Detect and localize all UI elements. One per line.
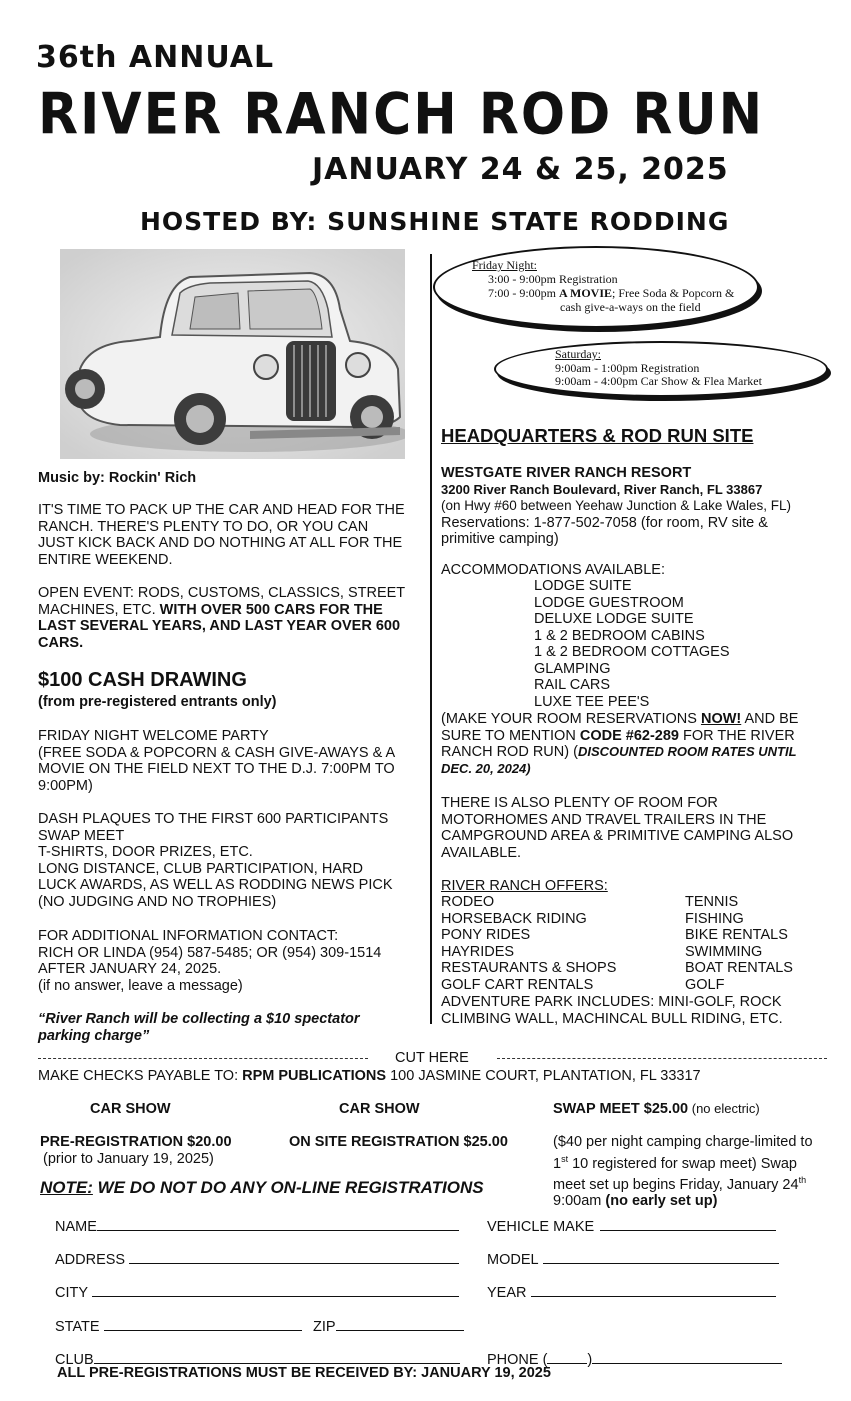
friday-party-line: 9:00PM) bbox=[38, 777, 93, 794]
offers-title: RIVER RANCH OFFERS: bbox=[441, 878, 608, 894]
swap-line: meet set up begins Friday, January 24th bbox=[553, 1174, 807, 1193]
friday-party-paragraph bbox=[38, 728, 395, 794]
accommodation-item: 1 & 2 BEDROOM COTTAGES bbox=[534, 644, 730, 660]
contact-paragraph bbox=[38, 928, 381, 994]
cut-line-left bbox=[38, 1058, 368, 1059]
car-photo bbox=[60, 249, 405, 459]
accommodations-list bbox=[534, 578, 730, 710]
pack-up-paragraph bbox=[38, 502, 405, 568]
reservation-note-line: DEC. 20, 2024) bbox=[441, 760, 531, 776]
open-event-line: CARS. bbox=[38, 634, 84, 651]
plaques-line: T-SHIRTS, DOOR PRIZES, ETC. bbox=[38, 844, 253, 860]
offer-item: GOLF CART RENTALS bbox=[441, 976, 594, 993]
swap-line: ($40 per night camping charge-limited to bbox=[553, 1134, 813, 1150]
accommodation-item: LUXE TEE PEE'S bbox=[534, 693, 650, 710]
offer-item: RODEO bbox=[441, 894, 495, 910]
club-field[interactable]: CLUB bbox=[55, 1349, 460, 1369]
accommodation-item: LODGE GUESTROOM bbox=[534, 594, 684, 611]
resort-address: 3200 River Ranch Boulevard, River Ranch, FL 33867 bbox=[441, 481, 763, 497]
saturday-schedule bbox=[555, 348, 762, 389]
car-show-heading: CAR SHOW bbox=[90, 1101, 171, 1117]
accommodation-item: GLAMPING bbox=[534, 660, 611, 677]
contact-line: AFTER JANUARY 24, 2025. bbox=[38, 961, 222, 977]
accommodation-item: LODGE SUITE bbox=[534, 578, 632, 594]
hosted-by: HOSTED BY: SUNSHINE STATE RODDING bbox=[140, 207, 730, 236]
reservation-note bbox=[441, 711, 798, 777]
open-event-line: OPEN EVENT: RODS, CUSTOMS, CLASSICS, STREET bbox=[38, 585, 406, 601]
plaques-line: SWAP MEET bbox=[38, 827, 125, 844]
reservation-note-line: (MAKE YOUR ROOM RESERVATIONS NOW! AND BE bbox=[441, 711, 799, 727]
pre-registration-note: (prior to January 19, 2025) bbox=[43, 1151, 214, 1167]
plaques-line: LONG DISTANCE, CLUB PARTICIPATION, HARD bbox=[38, 860, 363, 877]
pre-registration-price: PRE-REGISTRATION $20.00 bbox=[40, 1134, 232, 1150]
friday-party-line: MOVIE ON THE FIELD NEXT TO THE D.J. 7:00PM TO bbox=[38, 761, 395, 777]
contact-line: (if no answer, leave a message) bbox=[38, 977, 243, 994]
swap-meet-details bbox=[553, 1134, 813, 1210]
adventure-line: ADVENTURE PARK INCLUDES: MINI-GOLF, ROCK bbox=[441, 994, 782, 1010]
contact-line: FOR ADDITIONAL INFORMATION CONTACT: bbox=[38, 928, 339, 944]
offers-list-right bbox=[685, 894, 793, 993]
swap-line: 9:00am (no early set up) bbox=[553, 1193, 718, 1210]
adventure-park bbox=[441, 994, 783, 1027]
column-divider bbox=[430, 254, 432, 1024]
pack-up-line: IT'S TIME TO PACK UP THE CAR AND HEAD FOR THE bbox=[38, 502, 405, 518]
plaques-line: DASH PLAQUES TO THE FIRST 600 PARTICIPANTS bbox=[38, 811, 389, 827]
friday-party-line: (FREE SODA & POPCORN & CASH GIVE-AWAYS & A bbox=[38, 744, 396, 761]
reservations-line: primitive camping) bbox=[441, 531, 559, 547]
plenty-room-paragraph bbox=[441, 795, 793, 861]
zip-field[interactable]: ZIP bbox=[313, 1316, 464, 1336]
pack-up-line: JUST KICK BACK AND DO NOTHING AT ALL FOR THE bbox=[38, 535, 403, 551]
reservation-note-line: SURE TO MENTION CODE #62-289 FOR THE RIVER bbox=[441, 727, 795, 744]
friday-schedule bbox=[472, 258, 762, 314]
open-event-line: LAST SEVERAL YEARS, AND LAST YEAR OVER 600 bbox=[38, 618, 401, 634]
offer-item: HAYRIDES bbox=[441, 943, 515, 960]
plenty-line: AVAILABLE. bbox=[441, 844, 522, 861]
pack-up-line: RANCH. THERE'S PLENTY TO DO, OR YOU CAN bbox=[38, 518, 369, 535]
phone-field[interactable]: PHONE ( ) bbox=[487, 1349, 782, 1369]
address-field[interactable]: ADDRESS bbox=[55, 1249, 459, 1269]
pack-up-line: ENTIRE WEEKEND. bbox=[38, 551, 173, 568]
state-field[interactable]: STATE bbox=[55, 1316, 302, 1336]
accommodation-item: RAIL CARS bbox=[534, 677, 611, 693]
cash-drawing-note: (from pre-registered entrants only) bbox=[38, 694, 277, 710]
accommodations-title: ACCOMMODATIONS AVAILABLE: bbox=[441, 562, 665, 578]
offer-item: BOAT RENTALS bbox=[685, 960, 793, 976]
resort-info bbox=[441, 465, 791, 548]
cut-line-right bbox=[497, 1058, 827, 1059]
spectator-line: parking charge” bbox=[38, 1027, 150, 1044]
plaques-paragraph bbox=[38, 811, 393, 910]
friday-line-3: cash give-a-ways on the field bbox=[560, 300, 701, 314]
resort-name: WESTGATE RIVER RANCH RESORT bbox=[441, 465, 692, 481]
car-show-heading: CAR SHOW bbox=[339, 1101, 420, 1117]
reservation-note-line: RANCH ROD RUN) (DISCOUNTED ROOM RATES UNTIL bbox=[441, 744, 797, 760]
annual-line: 36th ANNUAL bbox=[36, 40, 275, 75]
offers-list-left bbox=[441, 894, 616, 993]
city-field[interactable]: CITY bbox=[55, 1282, 459, 1302]
offer-item: HORSEBACK RIDING bbox=[441, 910, 587, 927]
no-online-note: NOTE: WE DO NOT DO ANY ON-LINE REGISTRATIONS bbox=[40, 1178, 484, 1197]
friday-line-2: 7:00 - 9:00pm A MOVIE; Free Soda & Popcorn & bbox=[488, 286, 735, 300]
spectator-line: “River Ranch will be collecting a $10 spectator bbox=[38, 1011, 360, 1027]
deadline-note: ALL PRE-REGISTRATIONS MUST BE RECEIVED BY: JANUARY 19, 2025 bbox=[57, 1365, 551, 1381]
open-event-paragraph bbox=[38, 585, 405, 651]
offer-item: PONY RIDES bbox=[441, 927, 531, 943]
plaques-line: LUCK AWARDS, AS WELL AS RODDING NEWS PICK bbox=[38, 877, 393, 893]
model-field[interactable]: MODEL bbox=[487, 1249, 779, 1269]
plenty-line: MOTORHOMES AND TRAVEL TRAILERS IN THE bbox=[441, 811, 767, 828]
plenty-line: CAMPGROUND AREA & PRIMITIVE CAMPING ALSO bbox=[441, 828, 794, 844]
saturday-line-1: 9:00am - 1:00pm Registration bbox=[555, 360, 700, 375]
event-dates: JANUARY 24 & 25, 2025 bbox=[312, 152, 729, 187]
offer-item: BIKE RENTALS bbox=[685, 927, 788, 943]
payable-line: MAKE CHECKS PAYABLE TO: RPM PUBLICATIONS 100 JASMINE COURT, PLANTATION, FL 33317 bbox=[38, 1068, 701, 1084]
contact-line: RICH OR LINDA (954) 587-5485; OR (954) 309-1514 bbox=[38, 944, 382, 961]
friday-party-line: FRIDAY NIGHT WELCOME PARTY bbox=[38, 728, 269, 744]
offer-item: FISHING bbox=[685, 910, 744, 927]
year-field[interactable]: YEAR bbox=[487, 1282, 776, 1302]
offer-item: GOLF bbox=[685, 976, 725, 993]
swap-line: 1st 10 registered for swap meet) Swap bbox=[553, 1153, 797, 1172]
vehicle-make-field[interactable]: VEHICLE MAKE bbox=[487, 1216, 776, 1236]
plenty-line: THERE IS ALSO PLENTY OF ROOM FOR bbox=[441, 795, 718, 811]
offer-item: RESTAURANTS & SHOPS bbox=[441, 960, 617, 976]
name-field[interactable]: NAME bbox=[55, 1216, 459, 1236]
cut-here-label: CUT HERE bbox=[395, 1050, 469, 1066]
spectator-note bbox=[38, 1011, 360, 1044]
accommodation-item: 1 & 2 BEDROOM CABINS bbox=[534, 627, 705, 644]
reservations-line: Reservations: 1-877-502-7058 (for room, RV site & bbox=[441, 514, 768, 531]
accommodation-item: DELUXE LODGE SUITE bbox=[534, 611, 694, 627]
resort-hwy: (on Hwy #60 between Yeehaw Junction & Lake Wales, FL) bbox=[441, 498, 791, 513]
event-title: RIVER RANCH ROD RUN bbox=[38, 82, 765, 148]
saturday-heading: Saturday: bbox=[555, 347, 601, 361]
swap-meet-heading: SWAP MEET $25.00 (no electric) bbox=[553, 1101, 760, 1117]
open-event-line: MACHINES, ETC. WITH OVER 500 CARS FOR THE bbox=[38, 601, 383, 618]
plaques-line: (NO JUDGING AND NO TROPHIES) bbox=[38, 893, 277, 910]
onsite-registration-price: ON SITE REGISTRATION $25.00 bbox=[289, 1134, 508, 1150]
offer-item: SWIMMING bbox=[685, 943, 763, 960]
adventure-line: CLIMBING WALL, MACHINCAL BULL RIDING, ETC. bbox=[441, 1010, 783, 1027]
friday-heading: Friday Night: bbox=[472, 258, 537, 272]
saturday-line-2: 9:00am - 4:00pm Car Show & Flea Market bbox=[555, 374, 762, 388]
hq-title: HEADQUARTERS & ROD RUN SITE bbox=[441, 425, 754, 446]
music-by: Music by: Rockin' Rich bbox=[38, 470, 197, 486]
cash-drawing-title: $100 CASH DRAWING bbox=[38, 669, 247, 691]
offer-item: TENNIS bbox=[685, 894, 739, 910]
friday-line-1: 3:00 - 9:00pm Registration bbox=[488, 272, 618, 286]
